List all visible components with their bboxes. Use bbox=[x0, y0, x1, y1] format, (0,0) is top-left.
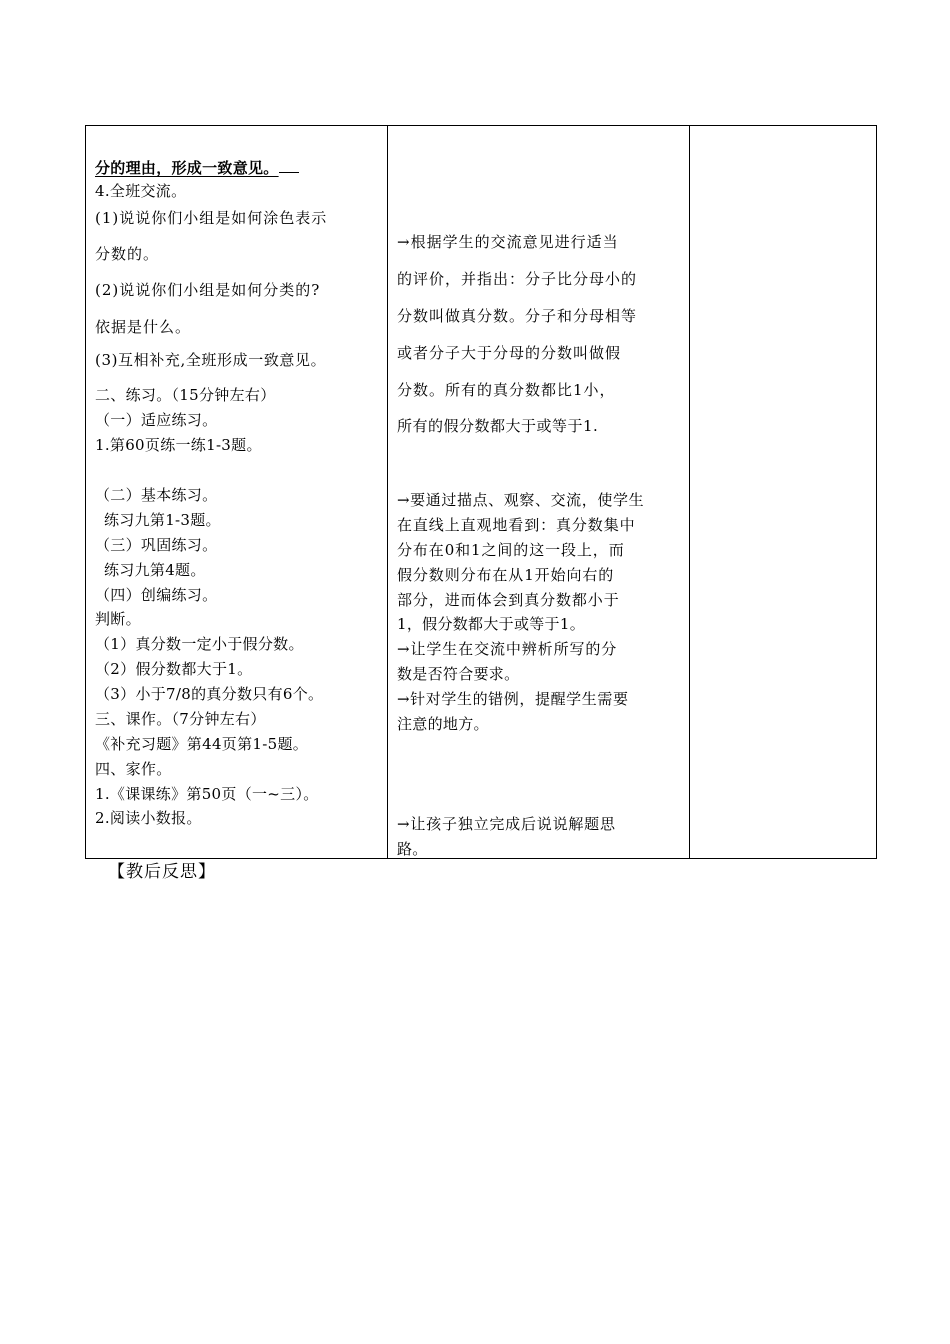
text-line: 四、家作。 bbox=[95, 760, 172, 778]
text-line: 分数的。 bbox=[95, 245, 160, 263]
text-line: 依据是什么。 bbox=[95, 318, 192, 336]
text-line: 的评价，并指出：分子比分母小的 bbox=[397, 270, 638, 288]
text-line: 数是否符合要求。 bbox=[397, 665, 520, 683]
text-line: （一）适应练习。 bbox=[95, 411, 218, 429]
table-row bbox=[86, 126, 877, 859]
text-line: →要通过描点、观察、交流，使学生 bbox=[397, 491, 645, 509]
text-line: (3)互相补充,全班形成一致意见。 bbox=[95, 351, 327, 369]
text-line: （三）巩固练习。 bbox=[95, 536, 218, 554]
text-line: （3）小于7/8的真分数只有6个。 bbox=[95, 685, 324, 703]
text-line: 或者分子大于分母的分数叫做假 bbox=[397, 344, 622, 362]
text-line: （四）创编练习。 bbox=[95, 586, 218, 604]
text-line: (2)说说你们小组是如何分类的? bbox=[95, 281, 321, 299]
text-line: （2）假分数都大于1。 bbox=[95, 660, 253, 678]
text-line: 分布在0和1之间的这一段上，而 bbox=[397, 541, 625, 559]
text-line: 路。 bbox=[397, 840, 428, 858]
text-line: →让学生在交流中辨析所写的分 bbox=[397, 640, 618, 658]
text-line: 练习九第1-3题。 bbox=[104, 511, 221, 529]
text-line: →根据学生的交流意见进行适当 bbox=[397, 233, 619, 251]
text-line: 2.阅读小数报。 bbox=[95, 809, 202, 827]
text-line: 注意的地方。 bbox=[397, 715, 489, 733]
text-line: 在直线上直观地看到：真分数集中 bbox=[397, 516, 636, 534]
text-line: 练习九第4题。 bbox=[104, 561, 206, 579]
text-line: 部分，进而体会到真分数都小于 bbox=[397, 591, 620, 609]
text-line: 1，假分数都大于或等于1。 bbox=[397, 615, 585, 633]
text-line: 1.《课课练》第50页（一~三）。 bbox=[95, 785, 319, 803]
text-line: 分数。所有的真分数都比1小， bbox=[397, 381, 616, 399]
text-line: 分数叫做真分数。分子和分母相等 bbox=[397, 307, 638, 325]
text-line: 分的理由，形成一致意见。 bbox=[95, 157, 299, 178]
text-line: （1）真分数一定小于假分数。 bbox=[95, 635, 304, 653]
text-line: 1.第60页练一练1-3题。 bbox=[95, 436, 262, 454]
lesson-plan-table bbox=[85, 125, 877, 859]
notes-cell bbox=[690, 126, 877, 859]
teaching-process-cell bbox=[86, 126, 388, 859]
post-lesson-reflection-heading: 【教后反思】 bbox=[108, 862, 216, 882]
text-line: 所有的假分数都大于或等于1. bbox=[397, 417, 599, 435]
text-line: （二）基本练习。 bbox=[95, 486, 218, 504]
text-line: →让孩子独立完成后说说解题思 bbox=[397, 815, 616, 833]
text-line: 4.全班交流。 bbox=[95, 182, 187, 200]
design-intent-cell bbox=[388, 126, 690, 859]
text-line: 判断。 bbox=[95, 610, 141, 628]
text-line: 《补充习题》第44页第1-5题。 bbox=[95, 735, 309, 753]
text-line: 假分数则分布在从1开始向右的 bbox=[397, 566, 615, 584]
text-line: →针对学生的错例，提醒学生需要 bbox=[397, 690, 629, 708]
text-line: 二、练习。（15分钟左右） bbox=[95, 386, 276, 404]
text-line: 三、课作。（7分钟左右） bbox=[95, 710, 266, 728]
text-line: (1)说说你们小组是如何涂色表示 bbox=[95, 209, 328, 227]
